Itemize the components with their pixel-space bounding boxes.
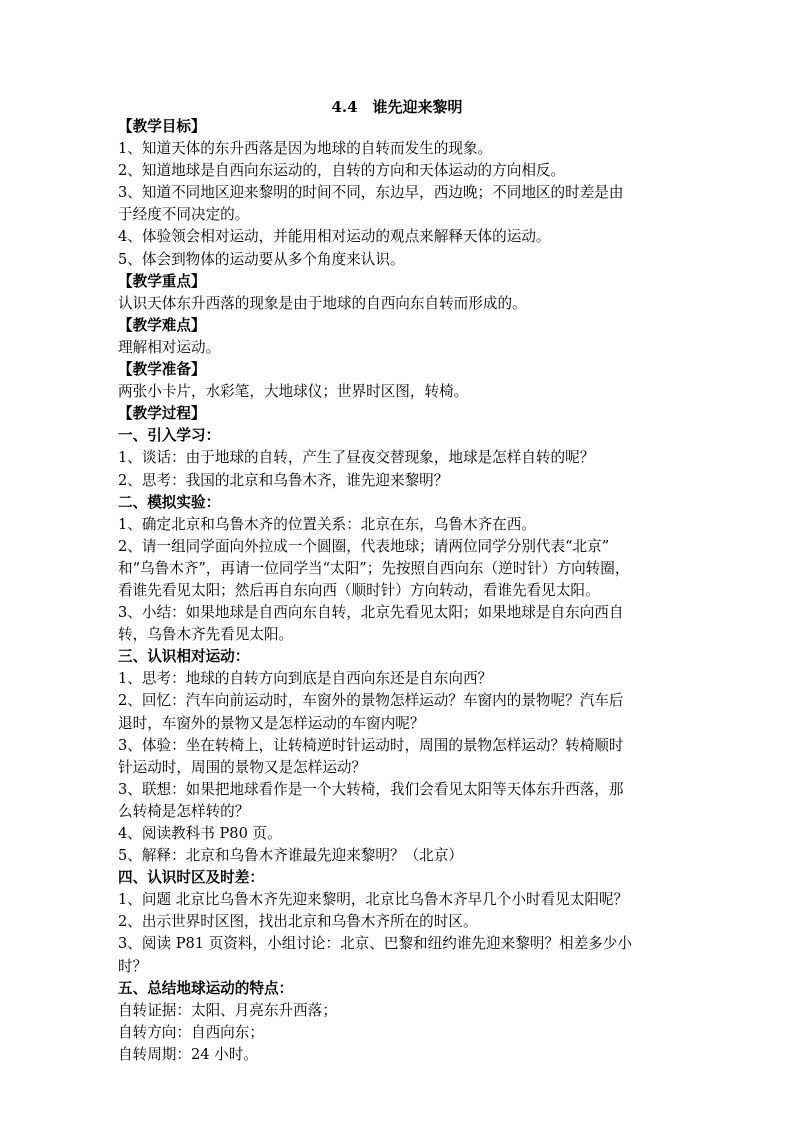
text-line: 2、知道地球是自西向东运动的，自转的方向和天体运动的方向相反。 [118,162,566,180]
text-line: 2、回忆：汽车向前运动时，车窗外的景物怎样运动？车窗内的景物呢？汽车后 [118,692,624,710]
text-line: 1、问题 北京比乌鲁木齐先迎来黎明，北京比乌鲁木齐早几个小时看见太阳呢？ [118,891,629,909]
text-line: 么转椅是怎样转的？ [118,802,250,820]
text-line: 认识天体东升西落的现象是由于地球的自西向东自转而形成的。 [118,294,527,312]
text-line: 1、谈话：由于地球的自转，产生了昼夜交替现象，地球是怎样自转的呢？ [118,449,595,467]
text-line: 自转证据：太阳、月亮东升西落； [118,1001,337,1019]
text-line: 3、小结：如果地球是自西向东自转，北京先看见太阳；如果地球是自东向西自 [118,604,624,622]
section-heading: 【教学重点】 [118,272,206,290]
text-line: 退时，车窗外的景物又是怎样运动的车窗内呢？ [118,714,425,732]
section-heading: 【教学难点】 [118,316,206,334]
text-line: 1、知道天体的东升西落是因为地球的自转而发生的现象。 [118,140,493,158]
text-line: 自转周期：24 小时。 [118,1045,258,1063]
text-line: 1、思考：地球的自转方向到底是自西向东还是自东向西？ [118,670,493,688]
text-line: 2、请一组同学面向外拉成一个圆圈，代表地球；请两位同学分别代表“北京” [118,537,610,555]
section-heading: 三、认识相对运动： [118,648,250,666]
section-heading: 【教学目标】 [118,118,206,135]
text-line: 1、确定北京和乌鲁木齐的位置关系：北京在东，乌鲁木齐在西。 [118,515,536,533]
text-line: 时？ [118,957,148,975]
text-line: 3、知道不同地区迎来黎明的时间不同，东边早，西边晚；不同地区的时差是由 [118,184,624,202]
text-line: 2、思考：我国的北京和乌鲁木齐，谁先迎来黎明？ [118,471,449,489]
text-line: 4、体验领会相对运动，并能用相对运动的观点来解释天体的运动。 [118,228,551,246]
section-heading: 【教学过程】 [118,405,206,423]
section-heading: 一、引入学习： [118,427,221,445]
text-line: 3、阅读 P81 页资料，小组讨论：北京、巴黎和纽约谁先迎来黎明？相差多少小 [118,935,632,953]
section-heading: 二、模拟实验： [118,493,221,511]
text-line: 转，乌鲁木齐先看见太阳。 [118,626,294,644]
text-line: 和“乌鲁木齐”，再请一位同学当“太阳”；先按照自西向东（逆时针）方向转圈， [118,559,630,577]
section-heading: 【教学准备】 [118,361,206,379]
text-line: 针运动时，周围的景物又是怎样运动？ [118,758,367,776]
document-body [118,116,683,1066]
section-heading: 四、认识时区及时差： [118,869,264,887]
text-line: 理解相对运动。 [118,338,221,356]
text-line: 看谁先看见太阳；然后再自东向西（顺时针）方向转动，看谁先看见太阳。 [118,581,600,599]
text-line: 5、体会到物体的运动要从多个角度来认识。 [118,250,405,268]
section-heading: 五、总结地球运动的特点： [118,979,294,997]
text-line: 自转方向：自西向东； [118,1023,264,1041]
text-line: 2、出示世界时区图，找出北京和乌鲁木齐所在的时区。 [118,913,478,931]
text-line: 两张小卡片，水彩笔，大地球仪；世界时区图，转椅。 [118,383,469,401]
text-line: 3、体验：坐在转椅上，让转椅逆时针运动时，周围的景物怎样运动？转椅顺时 [118,736,624,754]
text-line: 5、解释：北京和乌鲁木齐谁最先迎来黎明？（北京） [118,847,463,865]
text-line: 3、联想：如果把地球看作是一个大转椅，我们会看见太阳等天体东升西落，那 [118,780,624,798]
text-line: 4、阅读教科书 P80 页。 [118,825,282,842]
text-line: 于经度不同决定的。 [118,206,250,224]
document-title: 4.4 谁先迎来黎明 [331,98,463,116]
